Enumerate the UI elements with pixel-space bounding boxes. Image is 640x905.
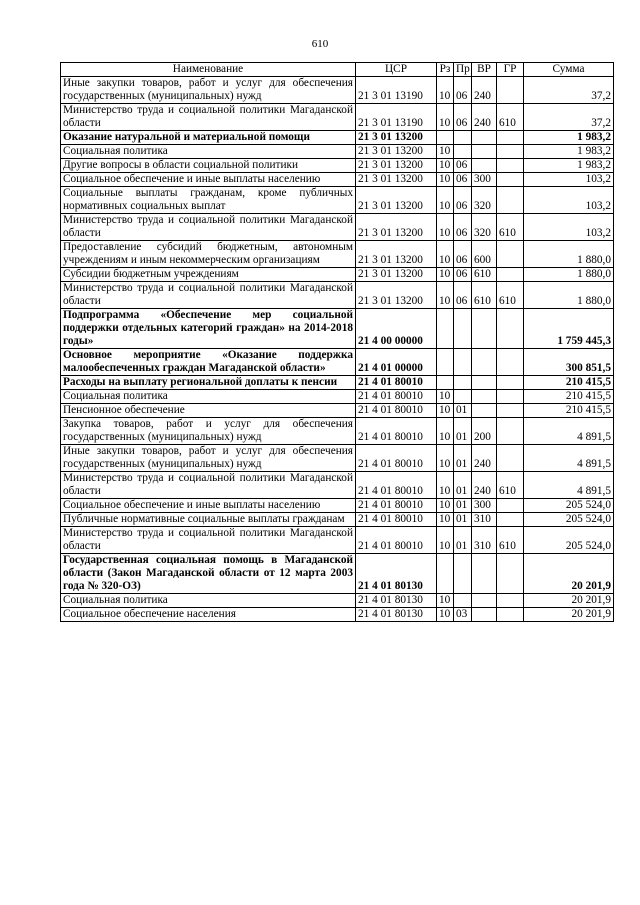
cell-name: Другие вопросы в области социальной политики (61, 159, 356, 173)
cell-csr: 21 3 01 13200 (356, 173, 437, 187)
cell-vr: 240 (472, 472, 497, 499)
cell-gr (497, 554, 524, 594)
cell-sum: 103,2 (524, 214, 614, 241)
cell-csr: 21 3 01 13200 (356, 145, 437, 159)
cell-rz: 10 (437, 390, 454, 404)
cell-sum: 1 983,2 (524, 159, 614, 173)
cell-rz: 10 (437, 513, 454, 527)
table-row (61, 608, 614, 622)
cell-csr: 21 3 01 13200 (356, 268, 437, 282)
cell-pr (454, 554, 472, 594)
cell-sum: 20 201,9 (524, 608, 614, 622)
table-row (61, 418, 614, 445)
cell-csr: 21 3 01 13200 (356, 159, 437, 173)
cell-name: Оказание натуральной и материальной помощи (61, 131, 356, 145)
cell-sum: 4 891,5 (524, 418, 614, 445)
cell-rz: 10 (437, 187, 454, 214)
cell-name: Публичные нормативные социальные выплаты гражданам (61, 513, 356, 527)
cell-sum: 20 201,9 (524, 594, 614, 608)
cell-csr: 21 4 01 80010 (356, 445, 437, 472)
cell-csr: 21 4 00 00000 (356, 309, 437, 349)
page-number: 610 (311, 38, 329, 50)
cell-sum: 205 524,0 (524, 527, 614, 554)
cell-pr: 06 (454, 173, 472, 187)
cell-vr (472, 390, 497, 404)
cell-rz (437, 349, 454, 376)
cell-gr (497, 349, 524, 376)
cell-rz: 10 (437, 241, 454, 268)
cell-name: Социальное обеспечение и иные выплаты населению (61, 173, 356, 187)
table-row (61, 173, 614, 187)
cell-name: Министерство труда и социальной политики Магаданской области (61, 472, 356, 499)
cell-rz (437, 376, 454, 390)
cell-vr: 320 (472, 187, 497, 214)
cell-csr: 21 4 01 80010 (356, 418, 437, 445)
cell-vr (472, 131, 497, 145)
cell-gr (497, 173, 524, 187)
cell-sum: 1 880,0 (524, 282, 614, 309)
cell-csr: 21 4 01 80010 (356, 390, 437, 404)
table-row (61, 268, 614, 282)
cell-pr: 01 (454, 418, 472, 445)
cell-vr (472, 145, 497, 159)
cell-gr (497, 187, 524, 214)
cell-vr: 310 (472, 513, 497, 527)
cell-name: Социальная политика (61, 390, 356, 404)
cell-pr: 01 (454, 404, 472, 418)
cell-name: Социальное обеспечение населения (61, 608, 356, 622)
cell-rz: 10 (437, 418, 454, 445)
cell-csr: 21 4 01 80010 (356, 499, 437, 513)
cell-name: Государственная социальная помощь в Магаданской области (Закон Магаданской области от 12 марта 2003 года № 320-ОЗ) (61, 554, 356, 594)
cell-csr: 21 4 01 80010 (356, 472, 437, 499)
cell-csr: 21 3 01 13200 (356, 187, 437, 214)
cell-sum: 1 880,0 (524, 268, 614, 282)
cell-name: Министерство труда и социальной политики Магаданской области (61, 214, 356, 241)
cell-gr (497, 309, 524, 349)
cell-vr: 600 (472, 241, 497, 268)
cell-name: Расходы на выплату региональной доплаты к пенсии (61, 376, 356, 390)
cell-vr (472, 309, 497, 349)
table-row (61, 390, 614, 404)
table-row (61, 594, 614, 608)
cell-sum: 4 891,5 (524, 445, 614, 472)
cell-gr (497, 390, 524, 404)
cell-sum: 300 851,5 (524, 349, 614, 376)
cell-pr: 06 (454, 159, 472, 173)
cell-name: Подпрограмма «Обеспечение мер социальной поддержки отдельных категорий граждан» на 2014-2018 годы» (61, 309, 356, 349)
cell-gr (497, 77, 524, 104)
cell-rz: 10 (437, 445, 454, 472)
cell-gr (497, 404, 524, 418)
cell-gr (497, 594, 524, 608)
cell-pr (454, 390, 472, 404)
cell-gr: 610 (497, 472, 524, 499)
cell-name: Социальная политика (61, 594, 356, 608)
cell-vr: 240 (472, 77, 497, 104)
cell-gr (497, 241, 524, 268)
cell-gr (497, 376, 524, 390)
cell-gr: 610 (497, 527, 524, 554)
cell-gr (497, 445, 524, 472)
cell-name: Министерство труда и социальной политики Магаданской области (61, 104, 356, 131)
cell-pr: 06 (454, 282, 472, 309)
cell-name: Пенсионное обеспечение (61, 404, 356, 418)
cell-csr: 21 4 01 80130 (356, 608, 437, 622)
cell-vr: 240 (472, 104, 497, 131)
header-name: Наименование (61, 63, 356, 77)
cell-csr: 21 3 01 13190 (356, 104, 437, 131)
cell-csr: 21 4 01 00000 (356, 349, 437, 376)
cell-sum: 1 983,2 (524, 145, 614, 159)
cell-pr: 06 (454, 241, 472, 268)
cell-name: Основное мероприятие «Оказание поддержка малообеспеченных граждан Магаданской области» (61, 349, 356, 376)
cell-name: Министерство труда и социальной политики Магаданской области (61, 527, 356, 554)
cell-name: Закупка товаров, работ и услуг для обеспечения государственных (муниципальных) нужд (61, 418, 356, 445)
cell-sum: 4 891,5 (524, 472, 614, 499)
cell-rz: 10 (437, 77, 454, 104)
table-header-row (61, 63, 614, 77)
cell-vr (472, 608, 497, 622)
cell-vr: 320 (472, 214, 497, 241)
cell-pr: 06 (454, 104, 472, 131)
cell-vr (472, 159, 497, 173)
cell-name: Предоставление субсидий бюджетным, автономным учреждениям и иным некоммерческим организациям (61, 241, 356, 268)
cell-rz: 10 (437, 527, 454, 554)
table-row (61, 445, 614, 472)
cell-sum: 37,2 (524, 104, 614, 131)
cell-gr (497, 268, 524, 282)
header-rz: Рз (437, 63, 454, 77)
cell-sum: 1 759 445,3 (524, 309, 614, 349)
table-row (61, 472, 614, 499)
table-row (61, 513, 614, 527)
cell-rz (437, 309, 454, 349)
cell-rz: 10 (437, 173, 454, 187)
cell-rz: 10 (437, 404, 454, 418)
cell-pr: 01 (454, 445, 472, 472)
cell-name: Иные закупки товаров, работ и услуг для обеспечения государственных (муниципальных) нужд (61, 77, 356, 104)
table-row (61, 159, 614, 173)
cell-csr: 21 3 01 13200 (356, 214, 437, 241)
cell-name: Социальная политика (61, 145, 356, 159)
cell-pr (454, 594, 472, 608)
cell-csr: 21 4 01 80130 (356, 554, 437, 594)
cell-gr (497, 145, 524, 159)
cell-csr: 21 3 01 13200 (356, 282, 437, 309)
table-row (61, 131, 614, 145)
table-row (61, 241, 614, 268)
cell-vr: 610 (472, 282, 497, 309)
cell-pr: 03 (454, 608, 472, 622)
cell-rz: 10 (437, 499, 454, 513)
table-row (61, 187, 614, 214)
cell-rz: 10 (437, 268, 454, 282)
cell-gr (497, 513, 524, 527)
table-row (61, 404, 614, 418)
table-row (61, 282, 614, 309)
cell-sum: 103,2 (524, 173, 614, 187)
cell-name: Социальное обеспечение и иные выплаты населению (61, 499, 356, 513)
cell-pr: 06 (454, 268, 472, 282)
cell-gr: 610 (497, 214, 524, 241)
cell-csr: 21 4 01 80010 (356, 376, 437, 390)
cell-csr: 21 4 01 80010 (356, 527, 437, 554)
table-row (61, 349, 614, 376)
cell-sum: 210 415,5 (524, 376, 614, 390)
cell-sum: 210 415,5 (524, 404, 614, 418)
cell-pr (454, 309, 472, 349)
cell-name: Социальные выплаты гражданам, кроме публичных нормативных социальных выплат (61, 187, 356, 214)
table-row (61, 77, 614, 104)
cell-vr (472, 404, 497, 418)
cell-rz: 10 (437, 282, 454, 309)
table-row (61, 554, 614, 594)
cell-pr (454, 349, 472, 376)
table-row (61, 499, 614, 513)
cell-vr: 310 (472, 527, 497, 554)
header-sum: Сумма (524, 63, 614, 77)
cell-pr: 01 (454, 513, 472, 527)
cell-sum: 37,2 (524, 77, 614, 104)
cell-sum: 205 524,0 (524, 499, 614, 513)
cell-sum: 103,2 (524, 187, 614, 214)
cell-csr: 21 3 01 13200 (356, 241, 437, 268)
cell-csr: 21 3 01 13200 (356, 131, 437, 145)
cell-sum: 205 524,0 (524, 513, 614, 527)
cell-pr (454, 131, 472, 145)
cell-pr: 06 (454, 187, 472, 214)
cell-pr: 01 (454, 499, 472, 513)
cell-vr: 240 (472, 445, 497, 472)
table-row (61, 309, 614, 349)
header-pr: Пр (454, 63, 472, 77)
cell-rz: 10 (437, 472, 454, 499)
cell-sum: 210 415,5 (524, 390, 614, 404)
cell-vr: 610 (472, 268, 497, 282)
cell-pr (454, 376, 472, 390)
cell-csr: 21 4 01 80010 (356, 513, 437, 527)
cell-gr (497, 499, 524, 513)
cell-vr (472, 594, 497, 608)
cell-csr: 21 4 01 80130 (356, 594, 437, 608)
cell-vr: 300 (472, 499, 497, 513)
cell-csr: 21 4 01 80010 (356, 404, 437, 418)
cell-name: Министерство труда и социальной политики Магаданской области (61, 282, 356, 309)
cell-vr (472, 376, 497, 390)
table-row (61, 214, 614, 241)
cell-pr (454, 145, 472, 159)
cell-rz: 10 (437, 608, 454, 622)
cell-gr (497, 418, 524, 445)
cell-vr (472, 554, 497, 594)
table-row (61, 104, 614, 131)
budget-table (60, 62, 614, 622)
cell-pr: 01 (454, 472, 472, 499)
header-csr: ЦСР (356, 63, 437, 77)
header-gr: ГР (497, 63, 524, 77)
cell-pr: 06 (454, 77, 472, 104)
cell-sum: 20 201,9 (524, 554, 614, 594)
cell-rz: 10 (437, 145, 454, 159)
cell-gr (497, 131, 524, 145)
cell-rz: 10 (437, 159, 454, 173)
cell-gr (497, 159, 524, 173)
cell-sum: 1 880,0 (524, 241, 614, 268)
cell-name: Иные закупки товаров, работ и услуг для обеспечения государственных (муниципальных) нужд (61, 445, 356, 472)
table-row (61, 145, 614, 159)
cell-rz (437, 554, 454, 594)
cell-pr: 06 (454, 214, 472, 241)
cell-vr: 300 (472, 173, 497, 187)
cell-name: Субсидии бюджетным учреждениям (61, 268, 356, 282)
cell-rz (437, 131, 454, 145)
cell-vr: 200 (472, 418, 497, 445)
cell-sum: 1 983,2 (524, 131, 614, 145)
cell-csr: 21 3 01 13190 (356, 77, 437, 104)
cell-rz: 10 (437, 104, 454, 131)
cell-gr: 610 (497, 104, 524, 131)
cell-rz: 10 (437, 214, 454, 241)
table-row (61, 527, 614, 554)
table-row (61, 376, 614, 390)
cell-rz: 10 (437, 594, 454, 608)
header-vr: ВР (472, 63, 497, 77)
cell-gr (497, 608, 524, 622)
cell-gr: 610 (497, 282, 524, 309)
cell-pr: 01 (454, 527, 472, 554)
cell-vr (472, 349, 497, 376)
